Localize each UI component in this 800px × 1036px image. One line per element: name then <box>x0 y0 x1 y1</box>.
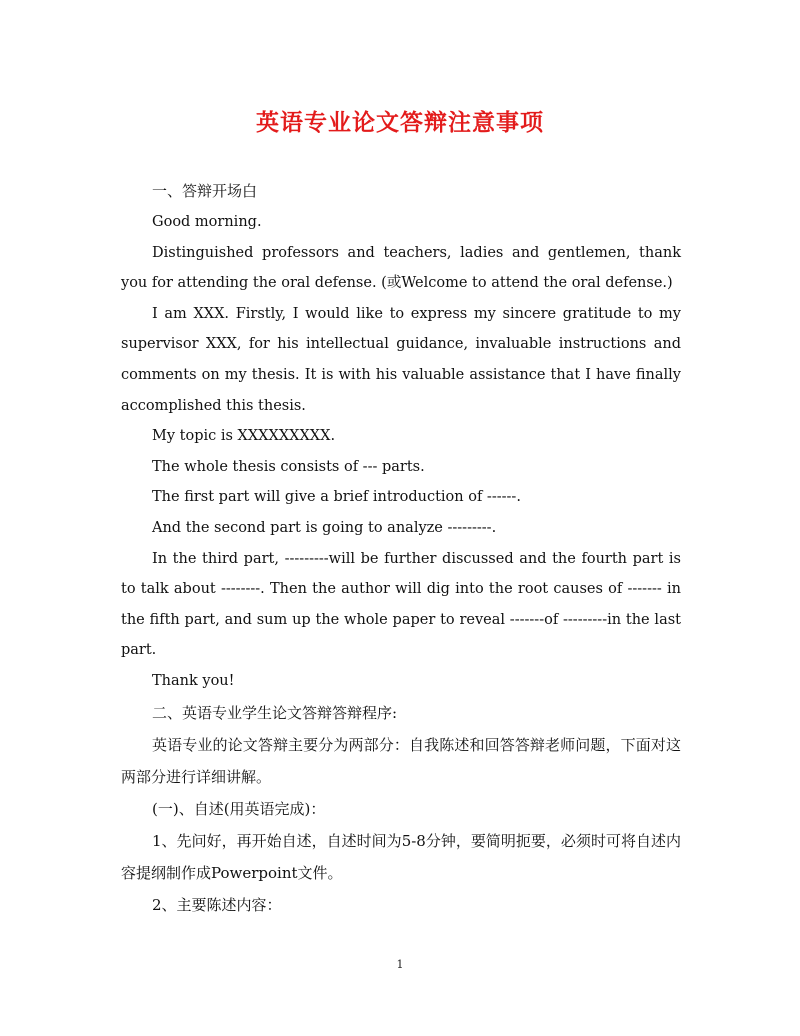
paragraph-structure: The whole thesis consists of --- parts. <box>152 458 425 475</box>
paragraph-thanks: Thank you! <box>152 672 235 689</box>
paragraph-step-2: 2、主要陈述内容： <box>152 895 282 914</box>
paragraph-greeting: Good morning. <box>152 214 262 230</box>
paragraph-step-1: 1、先问好，再开始自述，自述时间为5-8分钟，要简明扼要，必须时可将自述内容提纲制作成Powerpoint文件。 <box>121 831 681 882</box>
document-title: 英语专业论文答辩注意事项 <box>256 109 544 136</box>
subsection-heading-self-statement: (一)、自述(用英语完成)： <box>152 799 326 818</box>
paragraph-second-part: And the second part is going to analyze ---------. <box>152 519 497 536</box>
section-heading-opening: 一、答辩开场白 <box>152 182 258 200</box>
paragraph-topic: My topic is XXXXXXXXX. <box>152 428 336 445</box>
paragraph-address: Distinguished professors and teachers, ladies and gentlemen, thank you for attending the oral defense. (或Welcome to attend the oral defense.) <box>121 244 681 292</box>
paragraph-first-part: The first part will give a brief introduction of ------. <box>152 489 521 506</box>
paragraph-procedure-overview: 英语专业的论文答辩主要分为两部分：自我陈述和回答答辩老师问题，下面对这两部分进行详细讲解。 <box>121 735 681 786</box>
paragraph-gratitude: I am XXX. Firstly, I would like to express my sincere gratitude to my supervisor XXX, for his intellectual guidance, invaluable instructions and comments on my thesis. It is with his valuable assistance that I have finally accomplished this thesis. <box>121 305 681 414</box>
paragraph-remaining-parts: In the third part, ---------will be further discussed and the fourth part is to talk about --------. Then the author will dig into the root causes of ------- in the fifth part, and sum up the whole paper to reveal -------of ---------in the last part. <box>121 550 681 659</box>
document-body <box>121 175 681 921</box>
section-heading-procedure: 二、英语专业学生论文答辩答辩程序: <box>152 703 398 722</box>
page-number: 1 <box>396 958 404 971</box>
